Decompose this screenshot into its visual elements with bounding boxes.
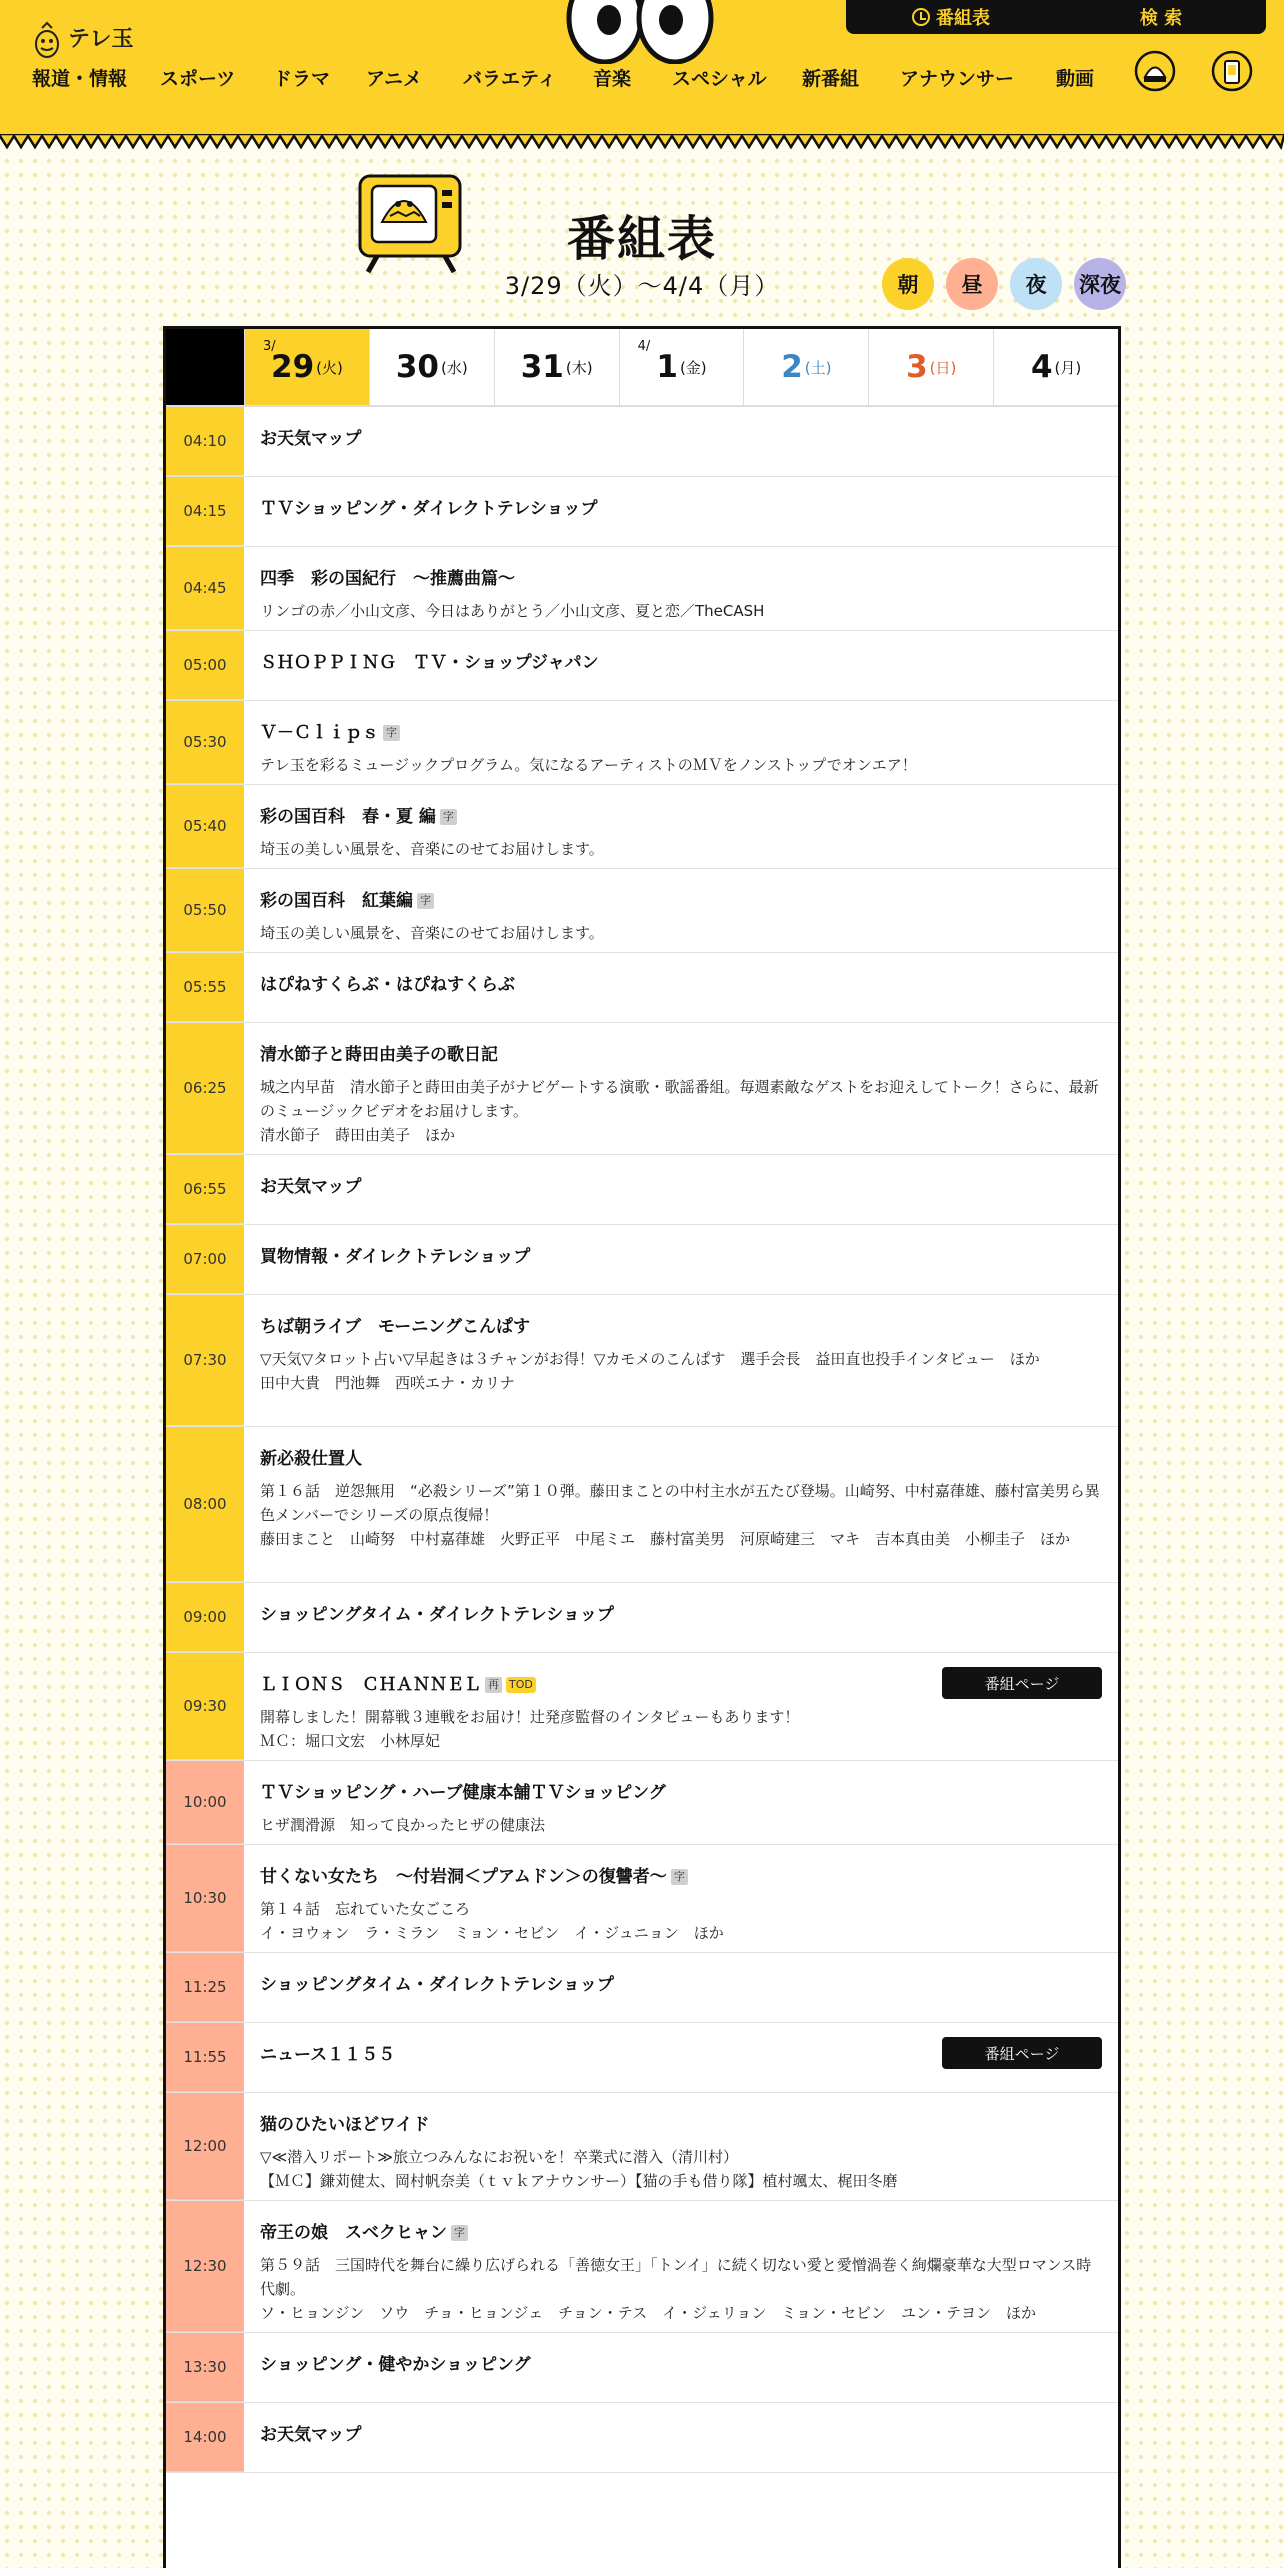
program-title-row [260,1243,1102,1271]
day-weekday: (土) [804,358,832,377]
program-description: 第１４話 忘れていた女ごころ イ・ヨウォン ラ・ミラン ミョン・セビン イ・ジュニョン ほか [260,1900,724,1942]
program-content [244,1583,1118,1652]
program-time: 11:55 [166,2023,244,2092]
program-row[interactable] [166,2023,1118,2093]
program-content [244,2403,1118,2472]
program-time: 06:55 [166,1155,244,1224]
program-row[interactable] [166,1427,1118,1583]
program-content [244,1953,1118,2022]
program-content [244,407,1118,476]
program-title-row [260,1173,1102,1201]
program-title[interactable]: ＳＨＯＰＰＩＮＧ ＴＶ・ショップジャパン [260,653,599,673]
program-content [244,477,1118,546]
program-title-row [260,1313,1102,1341]
program-content [244,1225,1118,1294]
program-title-row [260,971,1102,999]
day-weekday: (木) [565,358,593,377]
program-time: 08:00 [166,1427,244,1582]
program-time: 12:00 [166,2093,244,2200]
program-time: 10:00 [166,1761,244,1844]
program-title[interactable]: 買物情報・ダイレクトテレショップ [260,1247,531,1267]
program-row[interactable] [166,2201,1118,2333]
header-zigzag-border [0,134,1284,150]
program-description: 第５９話 三国時代を舞台に繰り広げられる「善徳女王」「トンイ」に続く切ない愛と愛憎渦巻く絢爛豪華な大型ロマンス時代劇。 ソ・ヒョンジン ソウ チョ・ヒョンジェ チョン・テス イ・ジェリョン ミョン・セビン ユン・テヨン ほか [260,2256,1092,2322]
day-tab[interactable] [494,329,619,405]
program-title[interactable]: 彩の国百科 春・夏 編 [260,807,436,827]
program-content [244,631,1118,700]
program-title-row [260,1601,1102,1629]
program-title-row [260,887,1102,915]
program-content [244,2023,1118,2092]
program-title[interactable]: はぴねすくらぶ・はぴねすくらぶ [260,975,515,995]
program-time: 09:00 [166,1583,244,1652]
program-description: 埼玉の美しい風景を、音楽にのせてお届けします。 [260,924,604,942]
program-badge: 字 [440,809,457,825]
program-content [244,1653,1118,1760]
program-title[interactable]: お天気マップ [260,429,362,449]
site-header [0,0,1284,135]
program-time: 05:00 [166,631,244,700]
program-title-row [260,1971,1102,1999]
program-title[interactable]: ちば朝ライブ モーニングこんぱす [260,1317,530,1337]
program-description: 城之内早苗 清水節子と蒔田由美子がナビゲートする演歌・歌謡番組。毎週素敵なゲストをお迎えしてトーク！さらに、最新のミュージックビデオをお届けします。 清水節子 蒔田由美子 ほか [260,1078,1099,1144]
day-weekday: (日) [929,358,957,377]
nav-music[interactable]: 音楽 [593,68,632,90]
tod-daytime-label: 昼 [961,273,983,297]
program-content [244,1761,1118,1844]
main-nav [0,64,1284,94]
tod-morning-button[interactable] [882,258,934,310]
program-title[interactable]: 新必殺仕置人 [260,1449,362,1469]
date-range: 3/29（火）〜4/4（月） [504,272,780,300]
program-row[interactable] [166,2333,1118,2403]
program-row[interactable] [166,2093,1118,2201]
nav-news[interactable]: 報道・情報 [32,68,128,90]
topbar [846,0,1266,34]
logo-text[interactable]: テレ玉 [68,27,134,52]
day-number: 29 [271,349,315,385]
program-row[interactable] [166,1583,1118,1653]
tod-night-button[interactable] [1010,258,1062,310]
program-time: 07:30 [166,1295,244,1426]
day-number: 2 [781,349,803,385]
day-tab[interactable] [743,329,868,405]
program-time: 11:25 [166,1953,244,2022]
program-description: 開幕しました！開幕戦３連戦をお届け！辻発彦監督のインタビューもあります！ ＭＣ：堀口文宏 小林厚妃 [260,1708,800,1750]
program-title-row [260,1863,1102,1891]
program-row[interactable] [166,1953,1118,2023]
tod-latenight-button[interactable] [1074,258,1126,310]
program-title-row [260,2111,1102,2139]
program-title-row [260,1445,1102,1473]
program-title[interactable]: ニュース１１５５ [260,2045,396,2065]
time-of-day-buttons [882,258,1126,310]
program-title[interactable]: 四季 彩の国紀行 ～推薦曲篇～ [260,569,515,589]
day-header [166,329,1118,407]
program-title-row [260,2351,1102,2379]
program-row[interactable] [166,477,1118,547]
program-badge: TOD [506,1677,536,1693]
program-title-row [260,1041,1102,1069]
program-row[interactable] [166,1023,1118,1155]
tod-daytime-button[interactable] [946,258,998,310]
program-row[interactable] [166,2403,1118,2473]
program-time: 05:30 [166,701,244,784]
search-link-label: 検 索 [1139,8,1183,29]
program-title[interactable]: 帝王の娘 スベクヒャン [260,2223,447,2243]
program-content [244,953,1118,1022]
day-tab[interactable] [244,329,369,405]
program-row[interactable] [166,631,1118,701]
search-link[interactable] [1056,0,1266,34]
day-month: 3/ [263,339,276,354]
program-title-row [260,1779,1102,1807]
program-time: 05:50 [166,869,244,952]
program-badge: 字 [671,1869,688,1885]
program-row[interactable] [166,869,1118,953]
program-row[interactable] [166,1845,1118,1953]
program-time: 05:40 [166,785,244,868]
program-description: 第１６話 逆怨無用 “必殺シリーズ”第１０弾。藤田まことの中村主水が五たび登場。山崎努、中村嘉葎雄、藤村富美男ら異色メンバーでシリーズの原点復帰！ 藤田まこと 山崎努 中村嘉葎雄 火野正平 中尾ミエ 藤村富美男 河原崎建三 マキ 吉本真由美 小柳圭子 ほか [260,1482,1100,1548]
program-content [244,1427,1118,1582]
program-content [244,547,1118,630]
program-row[interactable] [166,547,1118,631]
day-number: 4 [1030,349,1053,385]
teletama-pass-icon[interactable] [1211,50,1253,92]
program-time: 14:00 [166,2403,244,2472]
day-number: 31 [520,349,564,385]
day-number: 1 [656,349,678,385]
program-title[interactable]: ショッピング・健やかショッピング [260,2355,531,2375]
program-time: 05:55 [166,953,244,1022]
nav-special[interactable]: スペシャル [672,68,767,90]
program-row[interactable] [166,1155,1118,1225]
schedule-link-label: 番組表 [936,8,990,29]
tod-night-label: 夜 [1025,273,1047,297]
program-time: 09:30 [166,1653,244,1760]
program-row[interactable] [166,407,1118,477]
program-row[interactable] [166,1295,1118,1427]
program-content [244,785,1118,868]
day-tab[interactable] [619,329,744,405]
program-badge: 再 [485,1677,502,1693]
day-header-corner [166,329,244,405]
program-content [244,1845,1118,1952]
program-title-row [260,719,1102,747]
program-page-button[interactable]: 番組ページ [942,1667,1102,1699]
day-tab[interactable] [993,329,1118,405]
program-title-row [260,425,1102,453]
program-time: 13:30 [166,2333,244,2402]
program-description: 埼玉の美しい風景を、音楽にのせてお届けします。 [260,840,604,858]
nav-drama[interactable]: ドラマ [273,68,331,90]
tv-station-icon[interactable] [1134,50,1176,92]
program-row[interactable] [166,953,1118,1023]
program-title[interactable]: 猫のひたいほどワイド [260,2115,430,2135]
program-row[interactable] [166,1653,1118,1761]
clock-icon [912,8,930,26]
program-description: テレ玉を彩るミュージックプログラム。気になるアーティストのＭＶをノンストップでオンエア！ [260,756,917,774]
program-content [244,1023,1118,1154]
program-description: ▽≪潜入リポート≫旅立つみんなにお祝いを！卒業式に潜入（清川村） 【ＭＣ】鎌苅健太、岡村帆奈美（ｔｖｋアナウンサー）【猫の手も借り隊】植村颯太、梶田冬磨 [260,2148,898,2190]
program-content [244,1295,1118,1426]
nav-videos[interactable]: 動画 [1056,68,1095,90]
program-time: 04:15 [166,477,244,546]
day-month: 4/ [637,339,651,354]
nav-announcers[interactable]: アナウンサー [900,68,1015,90]
program-description: ヒザ潤滑源 知って良かったヒザの健康法 [260,1816,546,1834]
program-title[interactable]: Ｖ－Ｃｌｉｐｓ [260,723,379,743]
day-tab[interactable] [369,329,494,405]
day-number: 3 [906,349,928,385]
program-content [244,2093,1118,2200]
day-number: 30 [395,349,439,385]
program-list [166,407,1118,2473]
program-description: リンゴの赤／小山文彦、今日はありがとう／小山文彦、夏と恋／TheCASH [260,602,765,620]
day-weekday: (金) [679,358,707,377]
day-weekday: (火) [316,358,343,377]
schedule-link[interactable] [846,0,1056,34]
program-content [244,701,1118,784]
program-row[interactable] [166,701,1118,785]
nav-anime[interactable]: アニメ [366,68,423,90]
program-content [244,869,1118,952]
program-title[interactable]: 甘くない女たち ～付岩洞＜プアムドン＞の復讐者～ [260,1867,667,1887]
tod-latenight-label: 深夜 [1079,273,1121,297]
mascot-eyes-icon [565,0,715,64]
program-content [244,2201,1118,2332]
program-description: ▽天気▽タロット占い▽早起きは３チャンがお得！▽カモメのこんぱす 選手会長 益田直也投手インタビュー ほか 田中大貴 門池舞 西咲エナ・カリナ [260,1350,1040,1392]
program-title[interactable]: 清水節子と蒔田由美子の歌日記 [260,1045,498,1065]
nav-sports[interactable]: スポーツ [160,68,236,90]
program-title[interactable]: ショッピングタイム・ダイレクトテレショップ [260,1975,614,1995]
program-title-row [260,803,1102,831]
program-title-row [260,495,1102,523]
day-tab[interactable] [868,329,993,405]
program-time: 07:00 [166,1225,244,1294]
program-title[interactable]: お天気マップ [260,1177,362,1197]
program-title-row [260,2421,1102,2449]
program-time: 06:25 [166,1023,244,1154]
program-page-button[interactable]: 番組ページ [942,2037,1102,2069]
page-title: 番組表 [566,211,717,267]
program-badge: 字 [417,893,434,909]
program-row[interactable] [166,1225,1118,1295]
nav-variety[interactable]: バラエティ [463,68,557,90]
program-title-row [260,565,1102,593]
program-time: 04:10 [166,407,244,476]
program-row[interactable] [166,785,1118,869]
program-row[interactable] [166,1761,1118,1845]
program-time: 12:30 [166,2201,244,2332]
program-title[interactable]: ショッピングタイム・ダイレクトテレショップ [260,1605,614,1625]
program-content [244,1155,1118,1224]
program-badge: 字 [451,2225,468,2241]
tod-morning-label: 朝 [897,273,919,297]
program-title[interactable]: ＴＶショッピング・ダイレクトテレショップ [260,499,598,519]
program-title[interactable]: 彩の国百科 紅葉編 [260,891,413,911]
program-title-row [260,2219,1102,2247]
program-title[interactable]: ＴＶショッピング・ハーブ健康本舗ＴＶショッピング [260,1783,666,1803]
program-title[interactable]: お天気マップ [260,2425,362,2445]
program-time: 04:45 [166,547,244,630]
nav-new-programs[interactable]: 新番組 [802,68,860,90]
program-time: 10:30 [166,1845,244,1952]
program-title-row [260,649,1102,677]
day-weekday: (水) [441,358,468,377]
program-title[interactable]: ＬＩＯＮＳ ＣＨＡＮＮＥＬ [260,1675,481,1695]
schedule-table [163,326,1121,2568]
program-content [244,2333,1118,2402]
day-weekday: (月) [1054,358,1082,377]
program-badge: 字 [383,725,400,741]
